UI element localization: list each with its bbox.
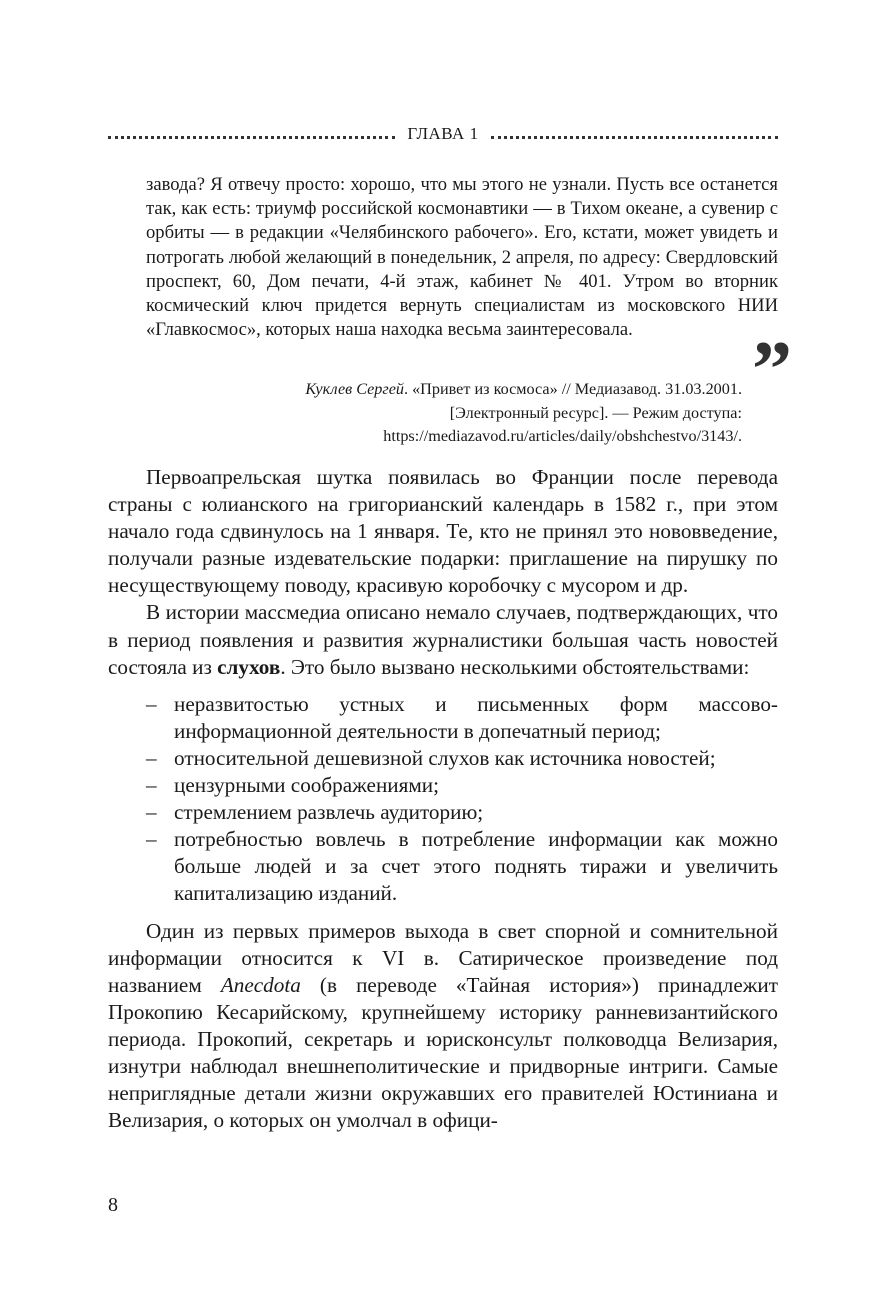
citation-title: . «Привет из космоса» // Медиазавод. 31.03.2001. [403,380,742,398]
paragraph-2 [108,599,778,680]
running-header [108,124,778,144]
paragraph-1: Первоапрельская шутка появилась во Франции после перевода страны с юлианского на григорианский календарь в 1582 г., при этом начало года сдвинулось на 1 января. Те, кто не принял это нововведение, получали разные издевательские подарки: приглашение на пирушку по несуществующему поводу, красивую коробочку с мусором и др. [108,465,778,598]
list-item: – относительной дешевизной слухов как источника новостей; [108,745,778,772]
list-item: – стремлением развлечь аудиторию; [108,799,778,826]
list-item: – цензурными соображениями; [108,772,778,799]
paragraph-2-end: . Это было вызвано несколькими обстоятельствами: [280,654,750,679]
title-anecdota: Anecdota [220,972,301,997]
quote-text: завода? Я отвечу просто: хорошо, что мы этого не узнали. Пусть все останется так, как есть: триумф российской космонавтики — в Тихом океане, а сувенир с орбиты — в редакции «Челябинского рабочего». Его, кстати, может увидеть и потрогать любой желающий в понедельник, 2 апреля, по адресу: Свердловский проспект, 60, Дом печати, 4-й этаж, кабинет № 401. Утром во вторник космический ключ придется вернуть специалистам из московского НИИ «Главкосмос», которых наша находка весьма заинтересовала. [146,174,778,341]
paragraph-3-start: Один из первых примеров выхода в свет спорной и сомнительной информации относится к VI в. Сатирическое произведение под названием [108,918,778,997]
paragraph-3-end: (в переводе «Тайная история») принадлежит Прокопию Кесарийскому, крупнейшему историку ранневизантийского периода. Прокопий, секретарь и юрисконсульт полководца Велизария, изнутри наблюдал внешнеполитические и придворные интриги. Самые неприглядные детали жизни окружавших его правителей Юстиниана и Велизария, о которых он умолчал в офици- [108,972,779,1133]
citation-author: Куклев Сергей [305,380,404,398]
quote-block [146,173,778,342]
term-rumors: слухов [217,654,281,679]
citation [230,378,742,449]
reasons-list [108,691,778,908]
paragraph-3 [108,918,778,1135]
closing-quote-icon: ” [752,326,792,414]
paragraph-2-start: В истории массмедиа описано немало случаев, подтверждающих, что в период появления и развития журналистики большая часть новостей состояла из [108,600,778,679]
main-text [108,464,778,1134]
page-number: 8 [108,1194,118,1216]
citation-line-1 [230,378,742,402]
list-item: – неразвитостью устных и письменных форм массово-информационной деятельности в допечатный период; [108,691,778,745]
citation-url: https://mediazavod.ru/articles/daily/obshchestvo/3143/. [383,427,742,445]
header-dots-right [491,136,778,139]
list-item: – потребностью вовлечь в потребление информации как можно больше людей и за счет этого поднять тиражи и увеличить капитализацию изданий. [108,826,778,907]
header-dots-left [108,136,395,139]
citation-line-2: [Электронный ресурс]. — Режим доступа: [449,403,742,422]
chapter-title: ГЛАВА 1 [407,124,479,143]
